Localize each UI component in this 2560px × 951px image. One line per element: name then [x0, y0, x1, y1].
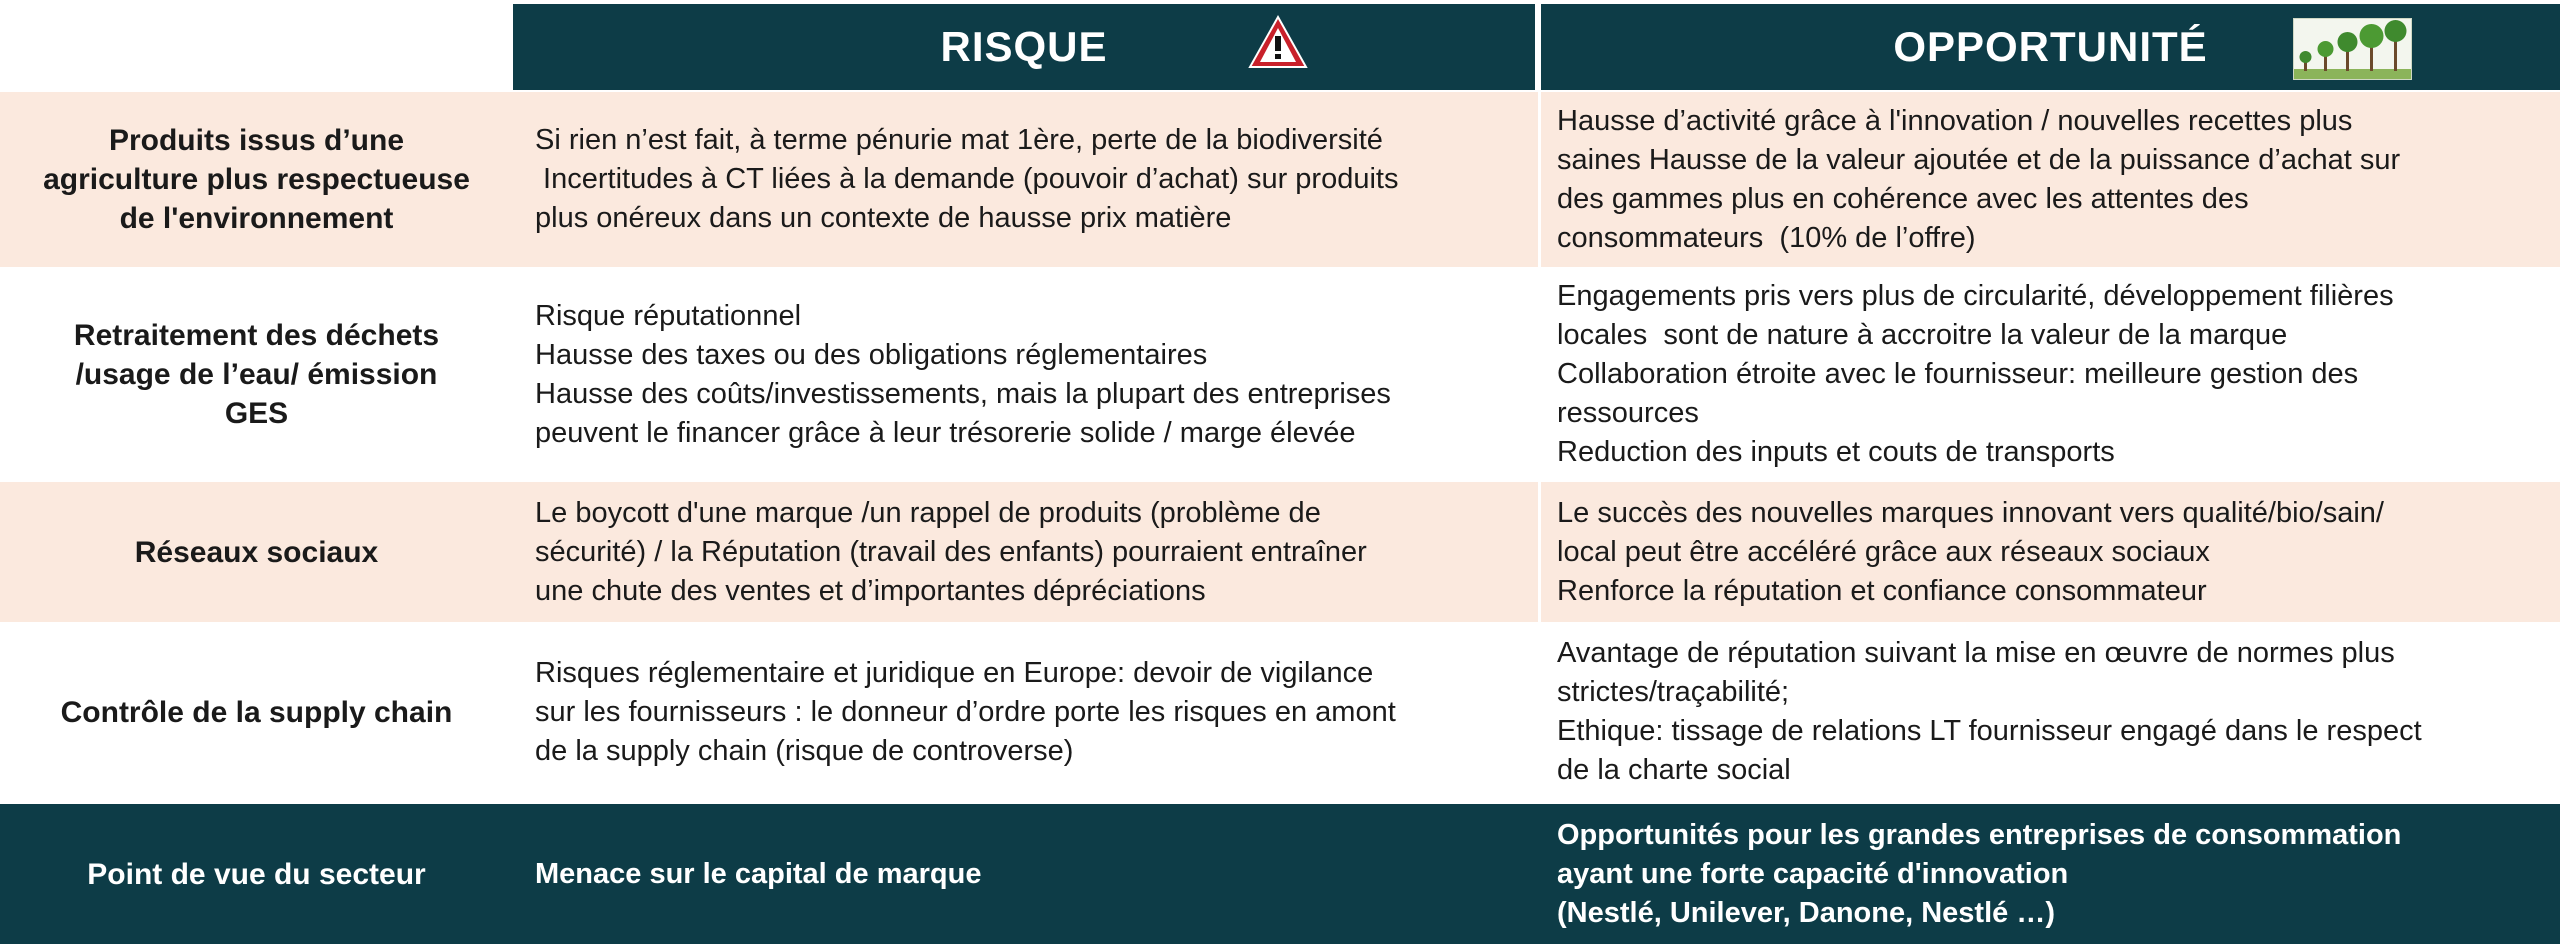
- row-label-line: GES: [224, 397, 289, 430]
- opportunite-line: (Nestlé, Unilever, Danone, Nestlé …): [1557, 896, 2055, 929]
- table-row-sector-view: [0, 804, 2560, 944]
- opportunite-line: de la charte social: [1557, 754, 1791, 786]
- row-label-line: Point de vue du secteur: [87, 857, 426, 891]
- risque-cell: [535, 804, 1535, 944]
- opportunite-line: Opportunités pour les grandes entreprises de consommation: [1557, 818, 2402, 851]
- table-row: [0, 482, 2560, 622]
- risque-line: Incertitudes à CT liées à la demande (pouvoir d’achat) sur produits: [535, 163, 1399, 195]
- opportunite-line: des gammes plus en cohérence avec les attentes des: [1557, 182, 2249, 215]
- risque-line: Hausse des taxes ou des obligations réglementaires: [535, 338, 1208, 371]
- row-label-line: de l'environnement: [119, 202, 394, 235]
- risque-line: plus onéreux dans un contexte de hausse prix matière: [535, 202, 1232, 234]
- opportunite-line: Engagements pris vers plus de circularité, développement filières: [1557, 280, 2394, 312]
- opportunite-line: Hausse d’activité grâce à l'innovation / nouvelles recettes plus: [1557, 104, 2353, 137]
- row-label-line: /usage de l’eau/ émission: [75, 358, 438, 391]
- column-separator: [1538, 482, 1541, 622]
- table-row: [0, 622, 2560, 802]
- column-separator: [1538, 267, 1541, 482]
- risque-line: Le boycott d'une marque /un rappel de produits (problème de: [535, 496, 1321, 529]
- opportunite-cell: [1557, 482, 2557, 622]
- opportunite-line: Le succès des nouvelles marques innovant vers qualité/bio/sain/: [1557, 496, 2384, 529]
- row-label: [0, 92, 513, 267]
- row-label: [0, 482, 513, 622]
- risque-line: Risque réputationnel: [535, 299, 802, 332]
- warning-icon: [1248, 14, 1308, 70]
- row-label-line: Retraitement des déchets: [73, 319, 440, 352]
- risque-line: une chute des ventes et d’importantes dépréciations: [535, 574, 1206, 607]
- risque-line: Si rien n’est fait, à terme pénurie mat 1ère, perte de la biodiversité: [535, 124, 1383, 156]
- opportunite-line: locales sont de nature à accroitre la valeur de la marque: [1557, 319, 2288, 351]
- header-risque: [513, 4, 1535, 90]
- column-separator: [1538, 622, 1541, 802]
- row-label-line: Contrôle de la supply chain: [60, 695, 453, 729]
- risque-line: de la supply chain (risque de controverse): [535, 734, 1074, 767]
- opportunite-cell: [1557, 622, 2557, 802]
- opportunite-line: consommateurs (10% de l’offre): [1557, 221, 1976, 254]
- risque-line: Menace sur le capital de marque: [535, 857, 982, 890]
- row-label-line: agriculture plus respectueuse: [43, 163, 470, 196]
- risque-line: sur les fournisseurs : le donneur d’ordre porte les risques en amont: [535, 695, 1396, 728]
- opportunite-cell: [1557, 92, 2557, 267]
- risque-line: Hausse des coûts/investissements, mais la plupart des entreprises: [535, 377, 1391, 410]
- header-risque-label: RISQUE: [940, 23, 1108, 70]
- risque-line: Risques réglementaire et juridique en Europe: devoir de vigilance: [535, 656, 1374, 689]
- column-separator: [1538, 804, 1541, 944]
- header-opportunite-label: OPPORTUNITÉ: [1893, 23, 2208, 70]
- row-label: [0, 804, 513, 944]
- opportunite-line: local peut être accéléré grâce aux réseaux sociaux: [1557, 535, 2210, 568]
- opportunite-line: ayant une forte capacité d'innovation: [1557, 857, 2069, 890]
- opportunite-line: Ethique: tissage de relations LT fournisseur engagé dans le respect: [1557, 715, 2422, 747]
- risque-cell: [535, 267, 1535, 482]
- table-row: [0, 267, 2560, 482]
- risque-line: sécurité) / la Réputation (travail des enfants) pourraient entraîner: [535, 535, 1367, 568]
- row-label-line: Produits issus d’une: [108, 124, 405, 157]
- opportunite-line: strictes/traçabilité;: [1557, 676, 1790, 708]
- row-label: [0, 622, 513, 802]
- opportunite-cell: [1557, 267, 2557, 482]
- growing-trees-icon: [2293, 18, 2412, 80]
- opportunite-line: Renforce la réputation et confiance consommateur: [1557, 574, 2207, 607]
- risque-cell: [535, 622, 1535, 802]
- opportunite-line: Reduction des inputs et couts de transports: [1557, 436, 2115, 468]
- opportunite-line: Avantage de réputation suivant la mise en œuvre de normes plus: [1557, 637, 2395, 669]
- row-label-line: Réseaux sociaux: [134, 535, 379, 569]
- risque-cell: [535, 92, 1535, 267]
- risque-cell: [535, 482, 1535, 622]
- row-label: [0, 267, 513, 482]
- table-row: [0, 92, 2560, 267]
- column-separator: [1538, 92, 1541, 267]
- risque-line: peuvent le financer grâce à leur trésorerie solide / marge élevée: [535, 416, 1356, 449]
- opportunite-line: Collaboration étroite avec le fournisseur: meilleure gestion des: [1557, 358, 2359, 390]
- opportunite-line: ressources: [1557, 397, 1699, 429]
- opportunite-line: saines Hausse de la valeur ajoutée et de la puissance d’achat sur: [1557, 143, 2401, 176]
- opportunite-cell: [1557, 804, 2557, 944]
